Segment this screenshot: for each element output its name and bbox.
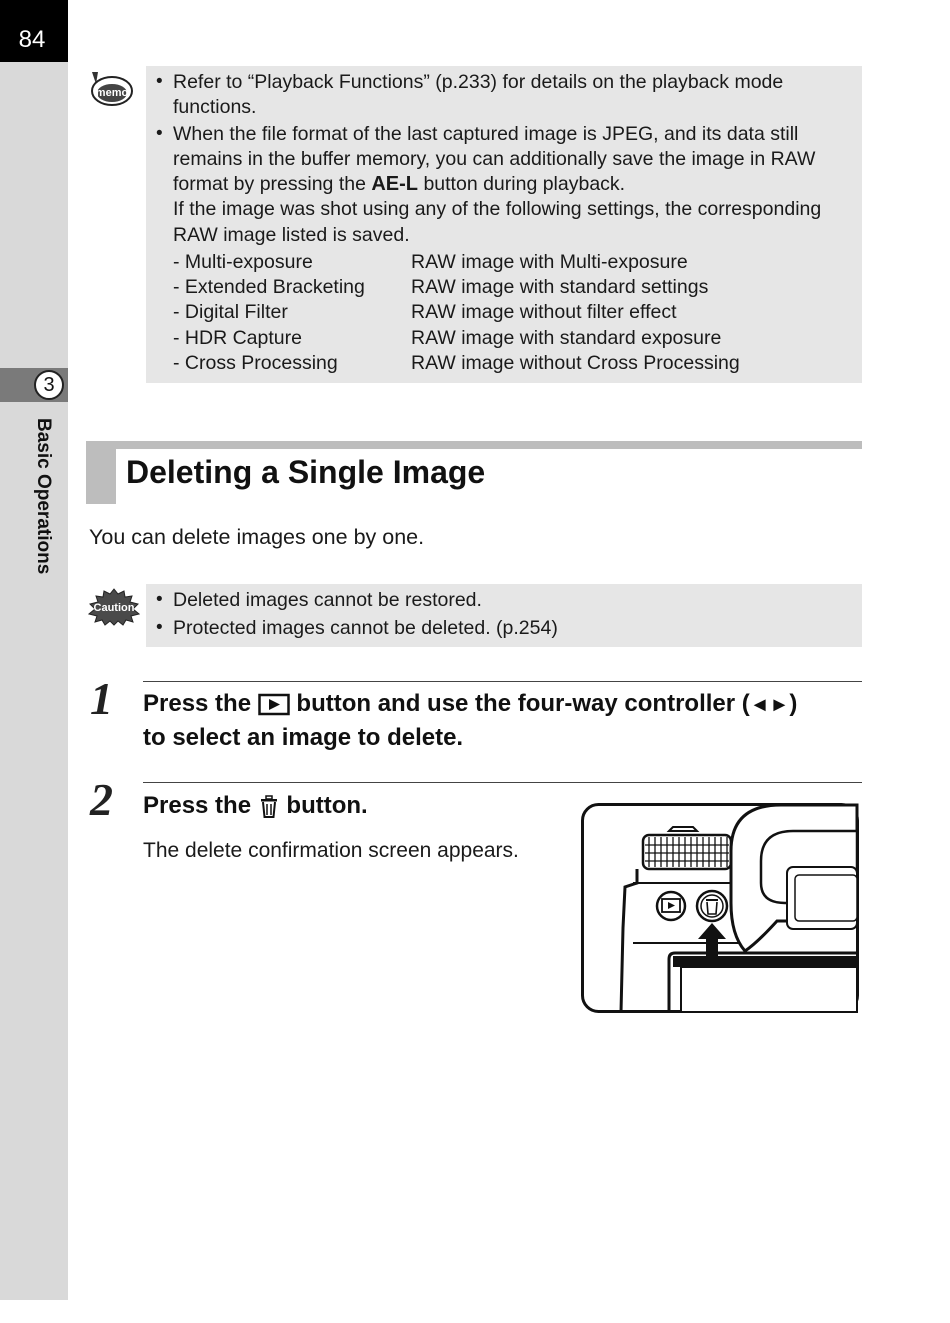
step-1-post: button and use the four-way controller (	[296, 690, 750, 717]
step-1-title-line2: to select an image to delete.	[143, 724, 464, 751]
settings-row-result: RAW image with Multi-exposure	[411, 251, 688, 273]
caution-bullet-2: •	[156, 617, 163, 638]
heading-block	[86, 441, 116, 504]
page-number-box	[0, 0, 68, 62]
step-1-number: 1	[90, 673, 113, 724]
step-2-pre: Press the	[143, 792, 252, 819]
memo-bullet2-line3	[173, 173, 625, 196]
step-1-pre: Press the	[143, 690, 252, 717]
memo-icon	[88, 70, 134, 110]
settings-row-result: RAW image without filter effect	[411, 301, 677, 323]
step-1-rule	[143, 681, 862, 682]
chapter-sidebar	[0, 0, 68, 1300]
svg-text:Caution: Caution	[93, 602, 135, 614]
page-number: 84	[18, 26, 46, 53]
caution-icon	[88, 588, 140, 626]
caution-item: Deleted images cannot be restored.	[173, 589, 482, 611]
trash-icon	[258, 795, 280, 819]
memo-bullet-1: •	[156, 71, 163, 92]
ae-l-button-label: AE-L	[371, 173, 419, 195]
caution-bullet-1: •	[156, 589, 163, 610]
section-title: Deleting a Single Image	[126, 454, 486, 490]
chapter-title: Basic Operations	[33, 418, 54, 575]
step-1-end: )	[789, 690, 798, 717]
section-intro: You can delete images one by one.	[89, 525, 425, 549]
memo-bullet-2: •	[156, 123, 163, 144]
playback-icon	[258, 693, 290, 717]
svg-text:memo: memo	[95, 87, 129, 99]
heading-rule	[86, 441, 862, 449]
settings-row-setting: - HDR Capture	[173, 327, 302, 349]
four-way-arrows: ◄►	[749, 694, 790, 716]
step-2-rule	[143, 782, 862, 783]
settings-row-result: RAW image with standard exposure	[411, 327, 722, 349]
settings-row-setting: - Extended Bracketing	[173, 276, 365, 298]
memo-line3-pre: format by pressing the	[173, 173, 366, 195]
step-1-title-line1	[143, 690, 797, 718]
step-2-post: button.	[286, 792, 368, 819]
memo-bullet2-line2: remains in the buffer memory, you can additionally save the image in RAW	[173, 148, 816, 170]
caution-item: Protected images cannot be deleted. (p.254)	[173, 617, 558, 639]
memo-bullet1-line2: functions.	[173, 96, 257, 118]
settings-row-result: RAW image without Cross Processing	[411, 352, 740, 374]
step-2-description: The delete confirmation screen appears.	[143, 839, 519, 862]
memo-bullet1-line1: Refer to “Playback Functions” (p.233) for details on the playback mode	[173, 71, 784, 93]
settings-row-result: RAW image with standard settings	[411, 276, 709, 298]
camera-back-illustration	[581, 803, 859, 1013]
chapter-number: 3	[34, 370, 64, 400]
settings-row-setting: - Digital Filter	[173, 301, 288, 323]
memo-line3-post: button during playback.	[423, 173, 626, 195]
step-2-number: 2	[90, 774, 113, 825]
memo-bullet2-line1: When the file format of the last captured image is JPEG, and its data still	[173, 123, 799, 145]
step-2-title	[143, 792, 368, 820]
settings-row-setting: - Cross Processing	[173, 352, 338, 374]
memo-bullet2-line4: If the image was shot using any of the following settings, the corresponding	[173, 198, 822, 220]
memo-bullet2-line5: RAW image listed is saved.	[173, 224, 410, 246]
settings-row-setting: - Multi-exposure	[173, 251, 313, 273]
